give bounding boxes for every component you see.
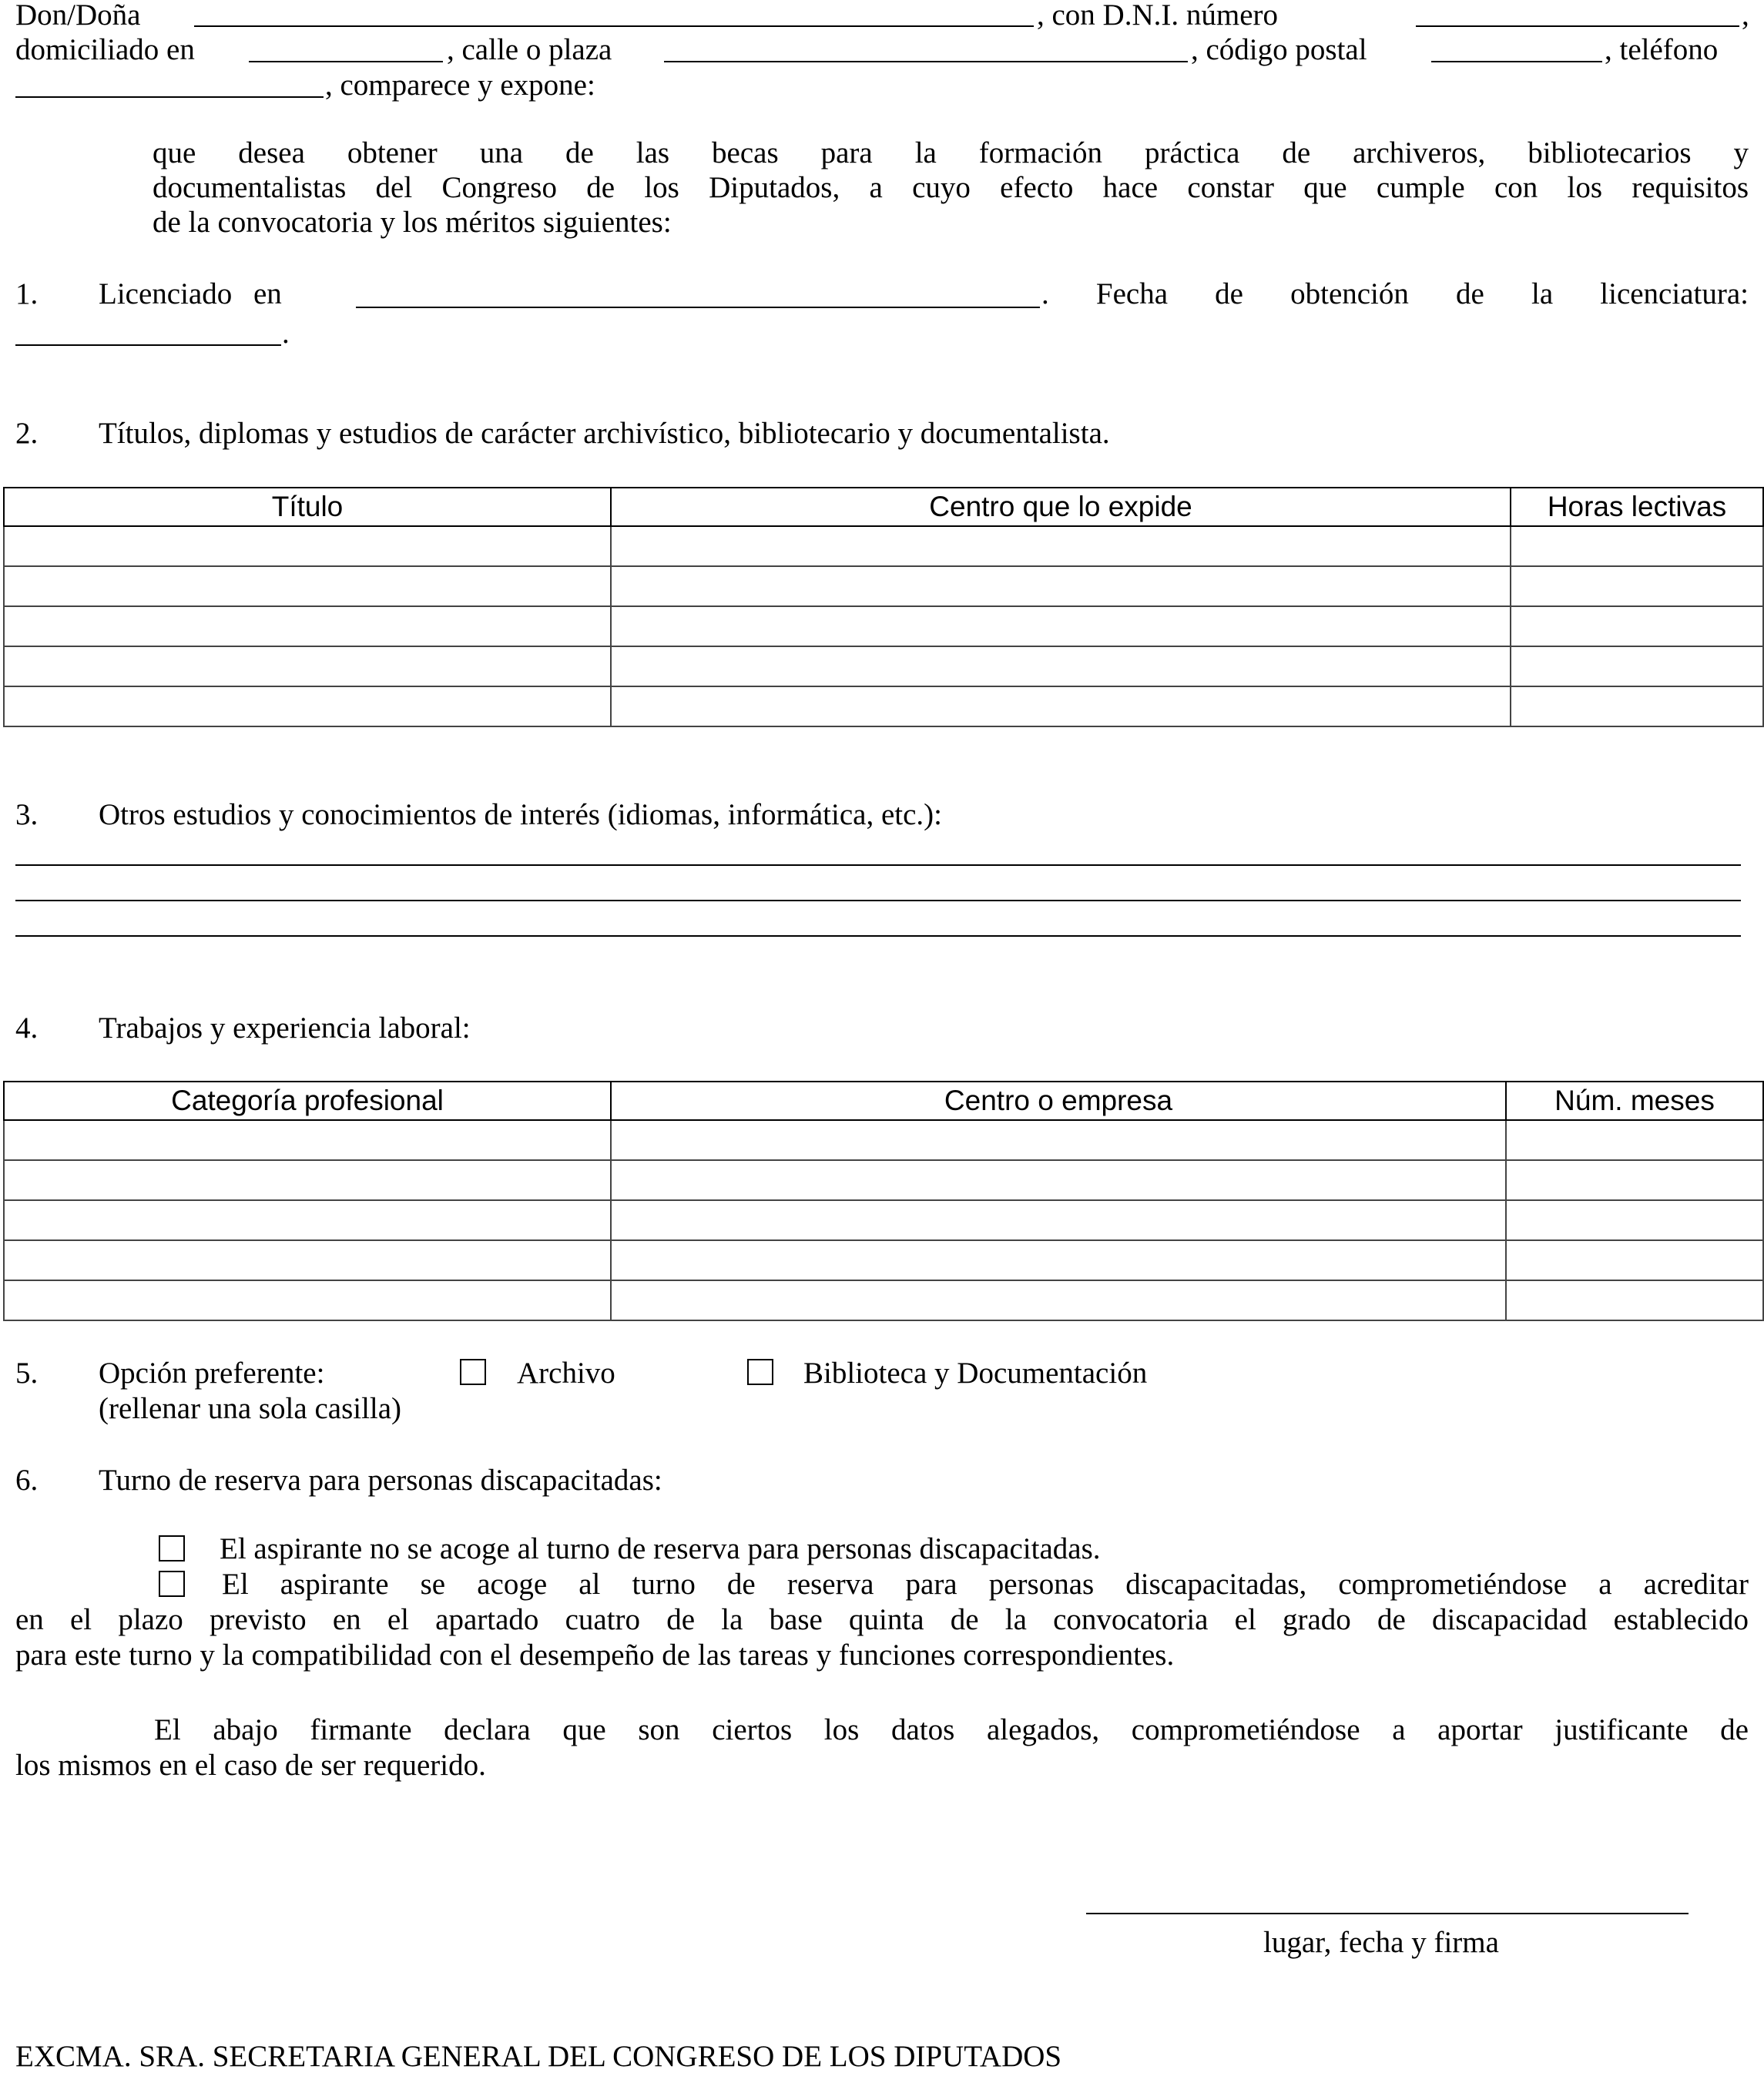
field-name[interactable]: [194, 25, 1034, 27]
table-cell[interactable]: [611, 1200, 1506, 1240]
table-row: [4, 1240, 1763, 1280]
work-table: [3, 1081, 1764, 1321]
option-no-reserve-label: El aspirante no se acoge al turno de reserva para personas discapacitadas.: [220, 1532, 1101, 1565]
field-phone[interactable]: [15, 96, 324, 98]
column-header-months: Núm. meses: [1506, 1082, 1763, 1120]
section-6-label: Turno de reserva para personas discapacitadas:: [99, 1464, 662, 1497]
intro-paragraph: [153, 136, 1749, 240]
section-5-label: Opción preferente:: [99, 1357, 325, 1390]
option-reserve-line: El aspirante se acoge al turno de reserva para personas discapacitadas, comprometiéndose a acreditar: [222, 1568, 1749, 1601]
section-2-number: 2.: [15, 417, 39, 450]
section-6-number: 6.: [15, 1464, 39, 1497]
table-cell[interactable]: [1506, 1120, 1763, 1160]
table-cell[interactable]: [1511, 526, 1763, 566]
table-row: [4, 1160, 1763, 1200]
table-row: [4, 526, 1763, 566]
label-appears: , comparece y expone:: [325, 69, 595, 102]
table-cell[interactable]: [1506, 1240, 1763, 1280]
field-degree-date[interactable]: [15, 344, 281, 346]
table-cell[interactable]: [4, 606, 611, 646]
section-4-label: Trabajos y experiencia laboral:: [99, 1011, 471, 1045]
intro-line: que desea obtener una de las becas para la formación práctica de archiveros, bibliotecarios y: [153, 136, 1749, 169]
option-reserve-line: para este turno y la compatibilidad con el desempeño de las tareas y funciones correspondientes.: [15, 1639, 1175, 1672]
field-street[interactable]: [664, 61, 1188, 62]
table-row: [4, 1200, 1763, 1240]
table-cell[interactable]: [4, 566, 611, 606]
section-1-number: 1.: [15, 277, 39, 310]
table-row: [4, 1280, 1763, 1320]
table-cell[interactable]: [4, 1120, 611, 1160]
table-cell[interactable]: [611, 646, 1511, 686]
section-1-label: Licenciado en: [99, 277, 282, 310]
section-5-note: (rellenar una sola casilla): [99, 1392, 402, 1425]
table-row: [4, 566, 1763, 606]
declaration-line: los mismos en el caso de ser requerido.: [15, 1749, 486, 1782]
table-cell[interactable]: [4, 1280, 611, 1320]
table-cell[interactable]: [611, 1280, 1506, 1320]
section-5-number: 5.: [15, 1357, 39, 1390]
checkbox-archive[interactable]: [460, 1359, 486, 1385]
field-postal-code[interactable]: [1431, 61, 1602, 62]
label-dni: , con D.N.I. número: [1037, 0, 1279, 32]
checkbox-library[interactable]: [747, 1359, 773, 1385]
section-3-number: 3.: [15, 798, 39, 831]
table-cell[interactable]: [1506, 1280, 1763, 1320]
table-row: [4, 606, 1763, 646]
label-postal-code: , código postal: [1191, 33, 1367, 66]
table-row: [4, 686, 1763, 726]
section-1-end: .: [282, 317, 290, 350]
checkbox-reserve[interactable]: [159, 1571, 185, 1597]
table-cell[interactable]: [1511, 606, 1763, 646]
label-phone: , teléfono: [1605, 33, 1719, 66]
table-cell[interactable]: [4, 1160, 611, 1200]
table-cell[interactable]: [1511, 646, 1763, 686]
column-header-category: Categoría profesional: [4, 1082, 611, 1120]
option-archive-label: Archivo: [517, 1357, 615, 1390]
table-cell[interactable]: [611, 526, 1511, 566]
table-cell[interactable]: [4, 646, 611, 686]
column-header-company: Centro o empresa: [611, 1082, 1506, 1120]
table-cell[interactable]: [4, 686, 611, 726]
intro-line: documentalistas del Congreso de los Diputados, a cuyo efecto hace constar que cumple con los requisitos: [153, 171, 1749, 204]
field-other-studies-line[interactable]: [15, 864, 1741, 866]
table-cell[interactable]: [611, 566, 1511, 606]
table-cell[interactable]: [1511, 566, 1763, 606]
titles-table: [3, 487, 1764, 727]
checkbox-no-reserve[interactable]: [159, 1535, 185, 1561]
table-cell[interactable]: [1511, 686, 1763, 726]
table-cell[interactable]: [4, 1200, 611, 1240]
option-reserve-line: en el plazo previsto en el apartado cuatro de la base quinta de la convocatoria el grado de discapacidad establecido: [15, 1603, 1749, 1636]
signature-label: lugar, fecha y firma: [1263, 1926, 1499, 1959]
section-1-date-label: . Fecha de obtención de la licenciatura:: [1041, 277, 1749, 310]
field-dni[interactable]: [1416, 25, 1739, 27]
label-street: , calle o plaza: [447, 33, 612, 66]
column-header-title: Título: [4, 488, 611, 526]
table-row: [4, 1120, 1763, 1160]
table-cell[interactable]: [1506, 1160, 1763, 1200]
addressee: EXCMA. SRA. SECRETARIA GENERAL DEL CONGRESO DE LOS DIPUTADOS: [15, 2040, 1062, 2073]
table-cell[interactable]: [4, 526, 611, 566]
section-3-label: Otros estudios y conocimientos de interés (idiomas, informática, etc.):: [99, 798, 942, 831]
signature-line[interactable]: [1086, 1913, 1689, 1914]
column-header-hours: Horas lectivas: [1511, 488, 1763, 526]
table-cell[interactable]: [611, 1240, 1506, 1280]
table-header-row: [4, 1082, 1763, 1120]
option-library-label: Biblioteca y Documentación: [803, 1357, 1148, 1390]
field-city[interactable]: [249, 61, 443, 62]
table-cell[interactable]: [4, 1240, 611, 1280]
table-cell[interactable]: [611, 1160, 1506, 1200]
declaration-line: El abajo firmante declara que son ciertos los datos alegados, comprometiéndose a aportar justificante de: [154, 1713, 1749, 1746]
intro-line: de la convocatoria y los méritos siguientes:: [153, 206, 672, 239]
table-cell[interactable]: [1506, 1200, 1763, 1240]
table-row: [4, 646, 1763, 686]
section-2-label: Títulos, diplomas y estudios de carácter archivístico, bibliotecario y documentalista.: [99, 417, 1110, 450]
table-header-row: [4, 488, 1763, 526]
label-don-dona: Don/Doña: [15, 0, 141, 32]
column-header-center: Centro que lo expide: [611, 488, 1511, 526]
label-domicile: domiciliado en: [15, 33, 195, 66]
label-comma: ,: [1742, 0, 1749, 32]
field-other-studies-line[interactable]: [15, 900, 1741, 901]
section-4-number: 4.: [15, 1011, 39, 1045]
table-cell[interactable]: [611, 686, 1511, 726]
table-cell[interactable]: [611, 606, 1511, 646]
field-other-studies-line[interactable]: [15, 935, 1741, 937]
field-degree[interactable]: [356, 307, 1040, 308]
table-cell[interactable]: [611, 1120, 1506, 1160]
